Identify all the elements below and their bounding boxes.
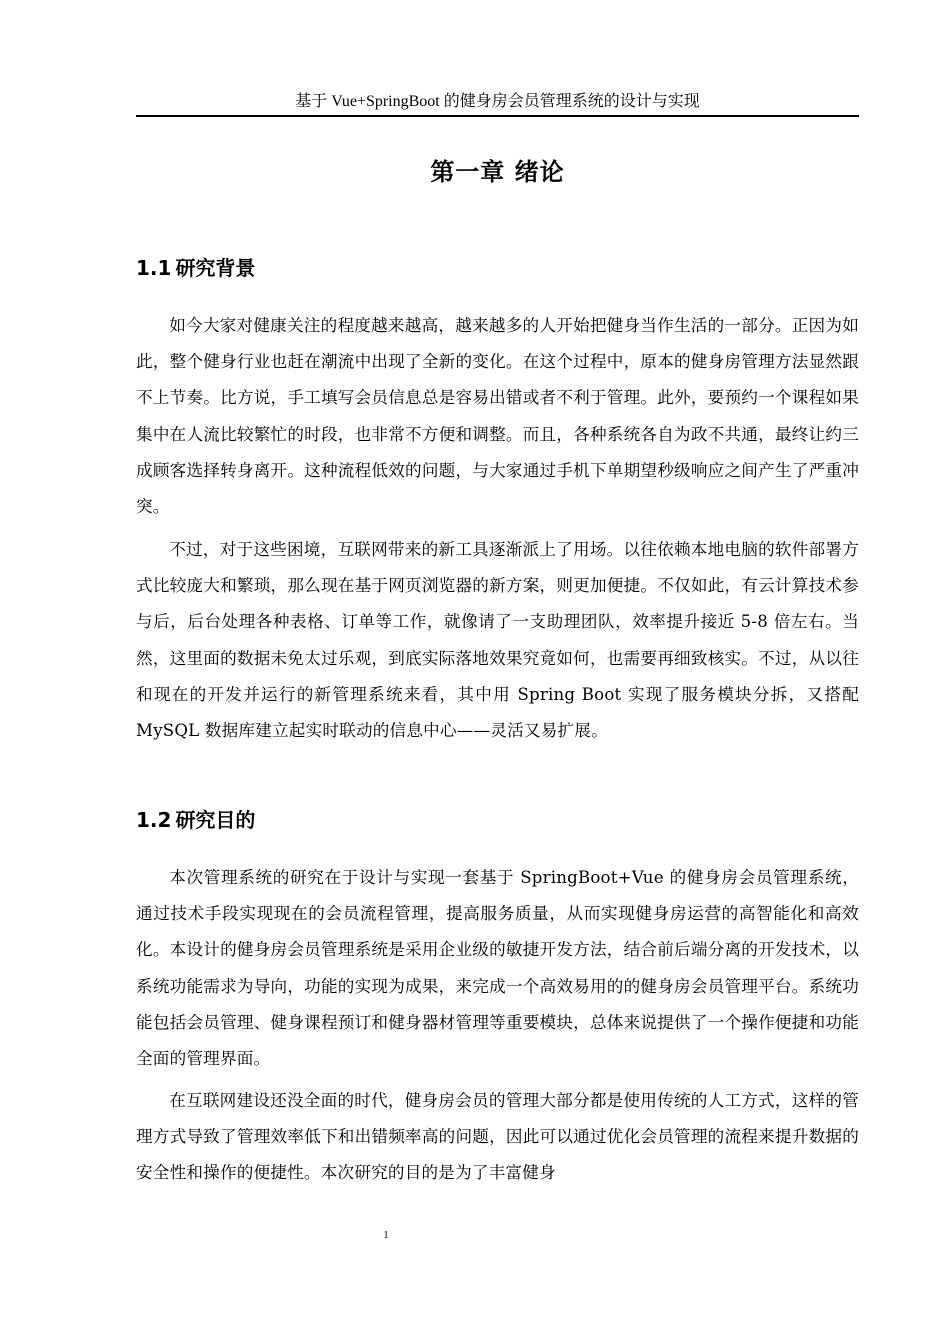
paragraph: 在互联网建设还没全面的时代，健身房会员的管理大部分都是使用传统的人工方式，这样的管理方式导致了管理效率低下和出错频率高的问题，因此可以通过优化会员管理的流程来提升数据的安全性和操作的便捷性。本次研究的目的是为了丰富健身 [136, 1091, 859, 1183]
section-number: 1.1 [136, 256, 172, 280]
section-heading-1-2 [136, 806, 859, 834]
section-heading-1-1 [136, 254, 859, 282]
paragraph: 不过，对于这些困境，互联网带来的新工具逐渐派上了用场。以往依赖本地电脑的软件部署方式比较庞大和繁琐，那么现在基于网页浏览器的新方案，则更加便捷。不仅如此，有云计算技术参与后，后台处理各种表格、订单等工作，就像请了一支助理团队，效率提升接近 5-8 倍左右。当然，这里面的数据未免太过乐观，到底实际落地效果究竟如何，也需要再细致核实。不过，从以往和现在的开发并运行的新管理系统来看，其中用 Spring Boot 实现了服务模块分拆，又搭配 MySQL 数据库建立起实时联动的信息中心——灵活又易扩展。 [136, 540, 859, 741]
section-title: 研究背景 [175, 256, 256, 280]
paragraph: 本次管理系统的研究在于设计与实现一套基于 SpringBoot+Vue 的健身房会员管理系统，通过技术手段实现现在的会员流程管理，提高服务质量，从而实现健身房运营的高智能化和高效化。本设计的健身房会员管理系统是采用企业级的敏捷开发方法，结合前后端分离的开发技术，以系统功能需求为导向，功能的实现为成果，来完成一个高效易用的的健身房会员管理平台。系统功能包括会员管理、健身课程预订和健身器材管理等重要模块，总体来说提供了一个操作便捷和功能全面的管理界面。 [136, 868, 859, 1069]
section-number: 1.2 [136, 808, 172, 832]
header-rule [136, 115, 859, 117]
paragraph: 如今大家对健康关注的程度越来越高，越来越多的人开始把健身当作生活的一部分。正因为如此，整个健身行业也赶在潮流中出现了全新的变化。在这个过程中，原本的健身房管理方法显然跟不上节奏。比方说，手工填写会员信息总是容易出错或者不利于管理。此外，要预约一个课程如果集中在人流比较繁忙的时段，也非常不方便和调整。而且，各种系统各自为政不共通，最终让约三成顾客选择转身离开。这种流程低效的问题，与大家通过手机下单期望秒级响应之间产生了严重冲突。 [136, 316, 859, 517]
page-number: 1 [383, 1229, 389, 1241]
section-title: 研究目的 [175, 808, 256, 832]
running-header: 基于 Vue+SpringBoot 的健身房会员管理系统的设计与实现 [295, 93, 700, 110]
chapter-title: 第一章 绪论 [430, 158, 565, 186]
